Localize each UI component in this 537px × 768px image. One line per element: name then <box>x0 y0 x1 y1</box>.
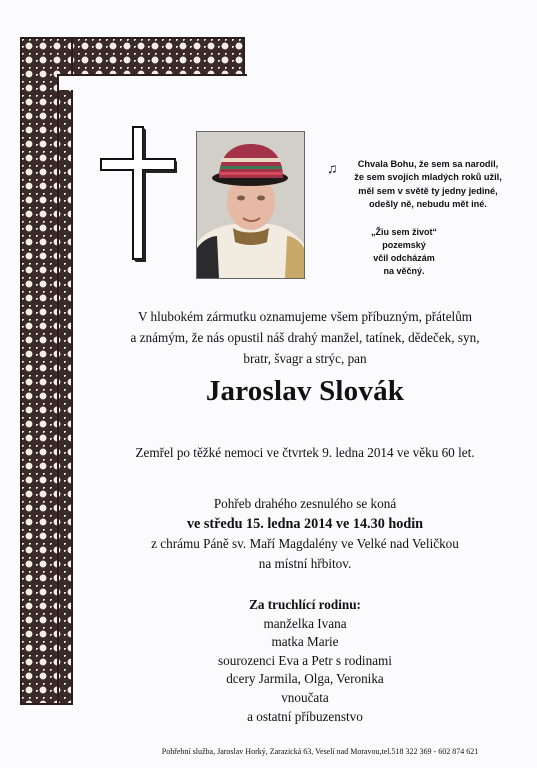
family-member: sourozenci Eva a Petr s rodinami <box>218 652 392 668</box>
music-note-icon: ♫ <box>327 162 338 177</box>
funeral-date-time: ve středu 15. ledna 2014 ve 14.30 hodin <box>186 516 424 532</box>
portrait-photo <box>196 131 305 279</box>
intro-line: a známým, že nás opustil náš drahý manžel, tatínek, dědeček, syn, <box>130 330 480 345</box>
funeral-cemetery: na místní hřbitov. <box>258 556 352 571</box>
family-member: vnoučata <box>281 689 329 705</box>
funeral-church: z chrámu Páně sv. Maří Magdalény ve Velké nad Veličkou <box>151 536 459 551</box>
death-notice: Zemřel po těžké nemoci ve čtvrtek 9. ledna 2014 ve věku 60 let. <box>135 445 475 460</box>
verse-line: odešly ně, nebudu mět iné. <box>369 199 487 210</box>
family-heading: Za truchlící rodinu: <box>249 597 361 612</box>
song-line: včil odcházám <box>373 253 435 263</box>
family-member: a ostatní příbuzenstvo <box>247 708 363 724</box>
border-inner-edge-left <box>57 74 73 703</box>
funeral-service-footer: Pohřební služba, Jaroslav Horký, Zarazická 63, Veselí nad Moravou,tel.518 322 369 - 602 874 621 <box>161 747 479 756</box>
family-member: matka Marie <box>271 634 339 650</box>
verse-line: měl sem v světě ty jedny jediné, <box>358 185 498 196</box>
family-member: dcery Jarmila, Olga, Veronika <box>226 671 384 687</box>
song-line: „Žiu sem život“ <box>370 227 437 237</box>
border-inner-edge-top <box>57 74 247 90</box>
song-quote <box>352 226 456 278</box>
intro-line: bratr, švagr a strýc, pan <box>243 351 367 366</box>
intro-line: V hlubokém zármutku oznamujeme všem příbuzným, přátelům <box>137 309 473 324</box>
portrait-figure <box>197 132 304 278</box>
family-list <box>120 596 490 726</box>
deceased-name: Jaroslav Slovák <box>205 375 405 407</box>
cross-icon <box>97 123 177 263</box>
announcement-intro <box>120 306 490 369</box>
family-member: manželka Ivana <box>263 615 347 631</box>
verse-line: Chvala Bohu, že sem sa narodil, <box>357 159 499 169</box>
verse-line: že sem svojích mladých roků užil, <box>354 172 502 183</box>
song-line: pozemský <box>382 240 426 250</box>
verse-quote <box>328 158 528 212</box>
funeral-intro: Pohřeb drahého zesnulého se koná <box>213 496 397 511</box>
song-line: na věčný. <box>383 266 425 276</box>
funeral-details <box>120 494 490 574</box>
